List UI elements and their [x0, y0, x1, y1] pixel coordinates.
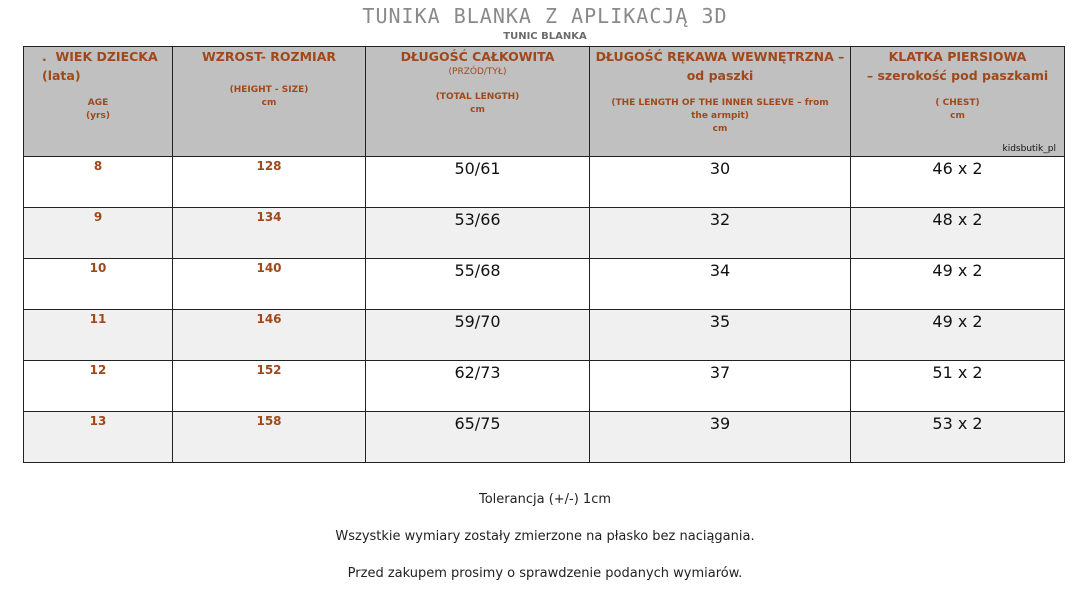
- cell-age: 8: [24, 157, 173, 208]
- cell-height: 146: [173, 310, 366, 361]
- cell-height: 152: [173, 361, 366, 412]
- header-chest-label: KLATKA PIERSIOWA: [888, 49, 1027, 64]
- cell-sleeve: 39: [590, 412, 851, 463]
- cell-age: 12: [24, 361, 173, 412]
- cell-sleeve: 34: [590, 259, 851, 310]
- header-sleeve-en2: the armpit): [691, 111, 749, 121]
- table-row: [24, 412, 1065, 463]
- cell-sleeve: 35: [590, 310, 851, 361]
- cell-age: 13: [24, 412, 173, 463]
- header-height-en: (HEIGHT - SIZE): [229, 85, 309, 95]
- table-header-row: [24, 47, 1065, 157]
- header-sleeve-unit: cm: [712, 124, 728, 134]
- header-length-en: (TOTAL LENGTH): [435, 92, 520, 102]
- cell-length: 55/68: [366, 259, 590, 310]
- table-row: [24, 361, 1065, 412]
- header-age-en: AGE: [87, 98, 109, 108]
- header-height-label: WZROST- ROZMIAR: [201, 49, 337, 64]
- cell-age: 11: [24, 310, 173, 361]
- cell-height: 134: [173, 208, 366, 259]
- header-chest: [851, 47, 1065, 157]
- cell-chest: 51 x 2: [851, 361, 1065, 412]
- header-length-unit: cm: [470, 105, 485, 115]
- cell-chest: 49 x 2: [851, 259, 1065, 310]
- cell-length: 53/66: [366, 208, 590, 259]
- note-flat-measure: Wszystkie wymiary zostały zmierzone na płasko bez naciągania.: [335, 529, 755, 544]
- cell-age: 10: [24, 259, 173, 310]
- cell-height: 128: [173, 157, 366, 208]
- table-row: [24, 259, 1065, 310]
- header-height-unit: cm: [261, 98, 277, 108]
- header-length: [366, 47, 590, 157]
- cell-length: 50/61: [366, 157, 590, 208]
- table-row: [24, 208, 1065, 259]
- header-sleeve: [590, 47, 851, 157]
- header-age-en2: (yrs): [86, 111, 110, 121]
- header-chest-label2: – szerokość pod paszkami: [866, 68, 1049, 83]
- header-age-label: . WIEK DZIECKA: [42, 49, 158, 64]
- header-sleeve-label2: od paszki: [686, 68, 754, 83]
- cell-height: 140: [173, 259, 366, 310]
- cell-sleeve: 32: [590, 208, 851, 259]
- size-table: [23, 46, 1065, 463]
- header-age: [24, 47, 173, 157]
- note-tolerance: Tolerancja (+/-) 1cm: [478, 492, 612, 507]
- cell-chest: 53 x 2: [851, 412, 1065, 463]
- page-subtitle: TUNIC BLANKA: [503, 31, 587, 42]
- header-chest-unit: cm: [950, 111, 965, 121]
- header-length-label: DŁUGOŚĆ CAŁKOWITA: [400, 49, 555, 64]
- header-length-sub: (PRZÓD/TYŁ): [448, 67, 507, 77]
- header-chest-en: ( CHEST): [935, 98, 980, 108]
- cell-length: 62/73: [366, 361, 590, 412]
- header-height: [173, 47, 366, 157]
- cell-chest: 48 x 2: [851, 208, 1065, 259]
- header-sleeve-en: (THE LENGTH OF THE INNER SLEEVE – from: [611, 98, 829, 108]
- header-age-label2: (lata): [42, 68, 81, 83]
- cell-chest: 49 x 2: [851, 310, 1065, 361]
- cell-age: 9: [24, 208, 173, 259]
- cell-sleeve: 30: [590, 157, 851, 208]
- table-row: [24, 310, 1065, 361]
- cell-length: 59/70: [366, 310, 590, 361]
- page-title: TUNIKA BLANKA Z APLIKACJĄ 3D: [362, 4, 728, 28]
- cell-chest: 46 x 2: [851, 157, 1065, 208]
- watermark: kidsbutik_pl: [1002, 144, 1056, 154]
- table-row: [24, 157, 1065, 208]
- cell-length: 65/75: [366, 412, 590, 463]
- note-check-before-buying: Przed zakupem prosimy o sprawdzenie podanych wymiarów.: [347, 566, 743, 581]
- cell-sleeve: 37: [590, 361, 851, 412]
- cell-height: 158: [173, 412, 366, 463]
- header-sleeve-label: DŁUGOŚĆ RĘKAWA WEWNĘTRZNA –: [595, 49, 845, 64]
